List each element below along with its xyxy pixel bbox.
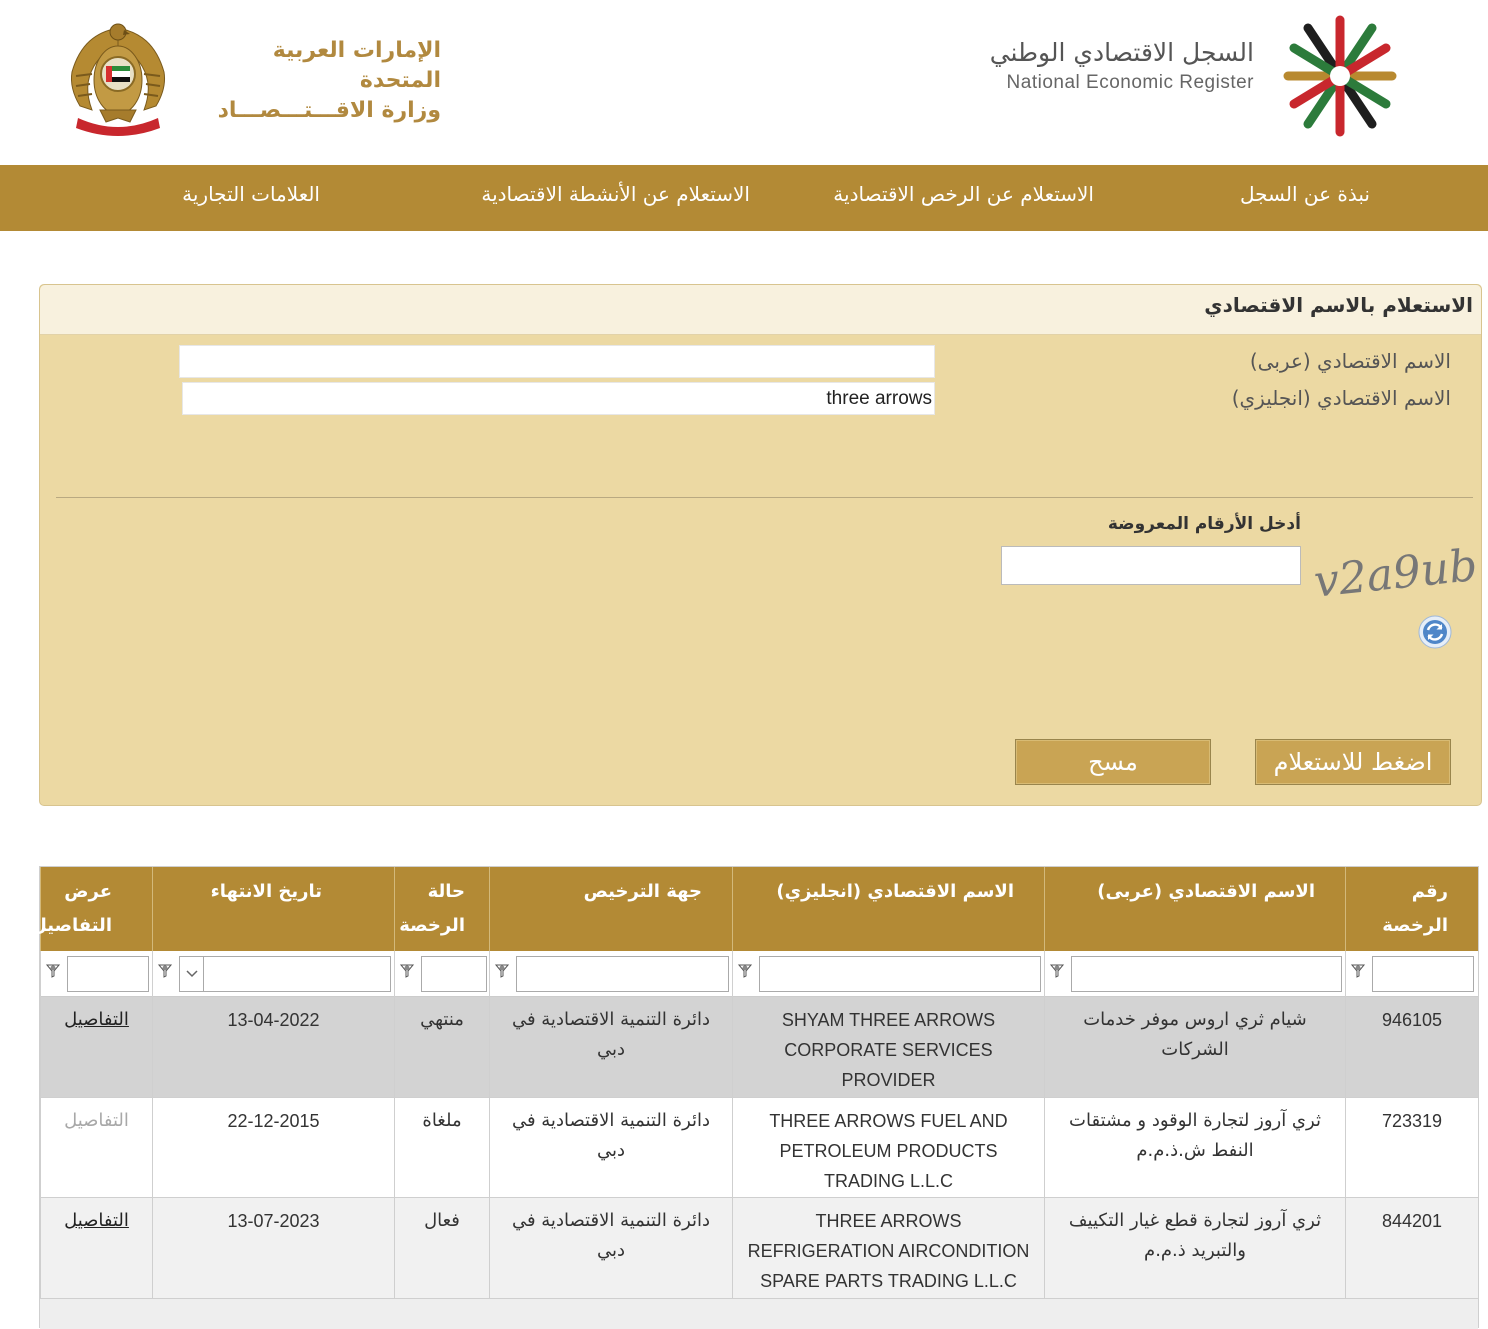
- filter-input-status[interactable]: [421, 956, 487, 992]
- captcha-input[interactable]: [1001, 546, 1301, 585]
- filter-input-name-en[interactable]: [759, 956, 1041, 992]
- date-dropdown-button[interactable]: [179, 956, 204, 992]
- captcha-label: أدخل الأرقام المعروضة: [1107, 514, 1301, 534]
- ner-logo[interactable]: [984, 14, 1404, 140]
- details-link[interactable]: التفاصيل: [64, 1009, 129, 1030]
- form-divider: [56, 497, 1473, 498]
- table-row[interactable]: [40, 997, 1478, 1098]
- filter-icon[interactable]: [494, 963, 510, 979]
- filter-icon[interactable]: [1049, 963, 1065, 979]
- column-header-details: عرض التفاصيل: [40, 867, 152, 951]
- arabic-name-label: الاسم الاقتصادي (عربى): [1249, 349, 1451, 373]
- ner-name-english: National Economic Register: [1006, 72, 1254, 93]
- cell-details: [40, 1098, 152, 1197]
- filter-cell-license-no: [1345, 951, 1478, 997]
- cell-details: [40, 1198, 152, 1298]
- search-panel: [39, 284, 1482, 806]
- column-header-expiry[interactable]: تاريخ الانتهاء: [152, 867, 394, 951]
- filter-input-name-ar[interactable]: [1071, 956, 1342, 992]
- ministry-country: الإمارات العربية المتحدة: [272, 38, 441, 93]
- filter-cell-authority: [489, 951, 732, 997]
- filter-input-authority[interactable]: [516, 956, 729, 992]
- column-header-status[interactable]: حالة الرخصة: [394, 867, 489, 951]
- filter-cell-details: [40, 951, 152, 997]
- english-name-label: الاسم الاقتصادي (انجليزي): [1231, 386, 1451, 410]
- main-nav: [0, 165, 1488, 231]
- site-header: [0, 0, 1488, 165]
- filter-icon[interactable]: [1350, 963, 1366, 979]
- cell-expiry: 13-07-2023: [152, 1198, 394, 1298]
- cell-name-ar: ثري آروز لتجارة قطع غيار التكييف والتبريد ذ.م.م: [1044, 1198, 1345, 1298]
- cell-status: منتهي: [394, 997, 489, 1097]
- cell-status: ملغاة: [394, 1098, 489, 1197]
- captcha-image: [1310, 537, 1480, 611]
- cell-license-no: 723319: [1345, 1098, 1478, 1197]
- arabic-name-input[interactable]: [179, 345, 935, 378]
- cell-authority: دائرة التنمية الاقتصادية في دبي: [489, 997, 732, 1097]
- filter-input-license-no[interactable]: [1372, 956, 1474, 992]
- details-link: التفاصيل: [64, 1110, 129, 1131]
- column-header-license-no[interactable]: رقم الرخصة: [1345, 867, 1478, 951]
- cell-details: [40, 997, 152, 1097]
- filter-icon[interactable]: [157, 963, 173, 979]
- nav-trademarks[interactable]: العلامات التجارية: [182, 182, 320, 206]
- cell-name-ar: شيام ثري اروس موفر خدمات الشركات: [1044, 997, 1345, 1097]
- grid-filter-row: [40, 951, 1478, 997]
- english-name-input[interactable]: [182, 382, 935, 415]
- filter-icon[interactable]: [45, 963, 61, 979]
- cell-authority: دائرة التنمية الاقتصادية في دبي: [489, 1198, 732, 1298]
- cell-status: فعال: [394, 1198, 489, 1298]
- uae-emblem-icon: [66, 14, 170, 138]
- filter-cell-name-ar: [1044, 951, 1345, 997]
- cell-license-no: 946105: [1345, 997, 1478, 1097]
- grid-footer: [40, 1299, 1478, 1329]
- cell-expiry: 13-04-2022: [152, 997, 394, 1097]
- search-panel-header: [40, 285, 1481, 335]
- refresh-captcha-icon[interactable]: [1418, 615, 1452, 649]
- results-grid: [31, 866, 1479, 1328]
- details-link[interactable]: التفاصيل: [64, 1210, 129, 1231]
- search-panel-title: الاستعلام بالاسم الاقتصادي: [1204, 293, 1473, 317]
- column-header-name-en[interactable]: الاسم الاقتصادي (انجليزي): [732, 867, 1044, 951]
- ministry-logo[interactable]: [66, 14, 446, 140]
- filter-cell-expiry: [152, 951, 394, 997]
- filter-icon[interactable]: [737, 963, 753, 979]
- table-row[interactable]: [40, 1198, 1478, 1299]
- chevron-down-icon: [186, 970, 198, 978]
- submit-search-button[interactable]: اضغط للاستعلام: [1255, 739, 1451, 785]
- captcha-text: v2a9ub: [1311, 539, 1480, 608]
- filter-cell-name-en: [732, 951, 1044, 997]
- ner-star-logo-icon: [1280, 14, 1400, 138]
- column-header-name-ar[interactable]: الاسم الاقتصادي (عربى): [1044, 867, 1345, 951]
- ner-name: [988, 36, 1254, 96]
- cell-license-no: 844201: [1345, 1198, 1478, 1298]
- table-row[interactable]: [40, 1098, 1478, 1198]
- filter-icon[interactable]: [399, 963, 415, 979]
- ner-name-arabic: السجل الاقتصادي الوطني: [989, 38, 1254, 67]
- cell-expiry: 22-12-2015: [152, 1098, 394, 1197]
- grid-header: [31, 867, 1478, 951]
- cell-name-en: THREE ARROWS FUEL AND PETROLEUM PRODUCTS TRADING L.L.C: [732, 1098, 1044, 1197]
- column-header-authority[interactable]: جهة الترخيص: [489, 867, 732, 951]
- cell-authority: دائرة التنمية الاقتصادية في دبي: [489, 1098, 732, 1197]
- filter-cell-status: [394, 951, 489, 997]
- nav-activity-inquiry[interactable]: الاستعلام عن الأنشطة الاقتصادية: [481, 182, 750, 206]
- ministry-name: [186, 36, 441, 126]
- filter-input-expiry[interactable]: [203, 956, 391, 992]
- filter-input-details[interactable]: [67, 956, 149, 992]
- clear-button[interactable]: مسح: [1015, 739, 1211, 785]
- cell-name-ar: ثري آروز لتجارة الوقود و مشتقات النفط ش.ذ.م.م: [1044, 1098, 1345, 1197]
- cell-name-en: SHYAM THREE ARROWS CORPORATE SERVICES PROVIDER: [732, 997, 1044, 1097]
- nav-license-inquiry[interactable]: الاستعلام عن الرخص الاقتصادية: [833, 182, 1094, 206]
- nav-about-register[interactable]: نبذة عن السجل: [1240, 182, 1370, 206]
- ministry-title: وزارة الاقـــتـــصـــاد: [217, 98, 441, 123]
- cell-name-en: THREE ARROWS REFRIGERATION AIRCONDITION SPARE PARTS TRADING L.L.C: [732, 1198, 1044, 1298]
